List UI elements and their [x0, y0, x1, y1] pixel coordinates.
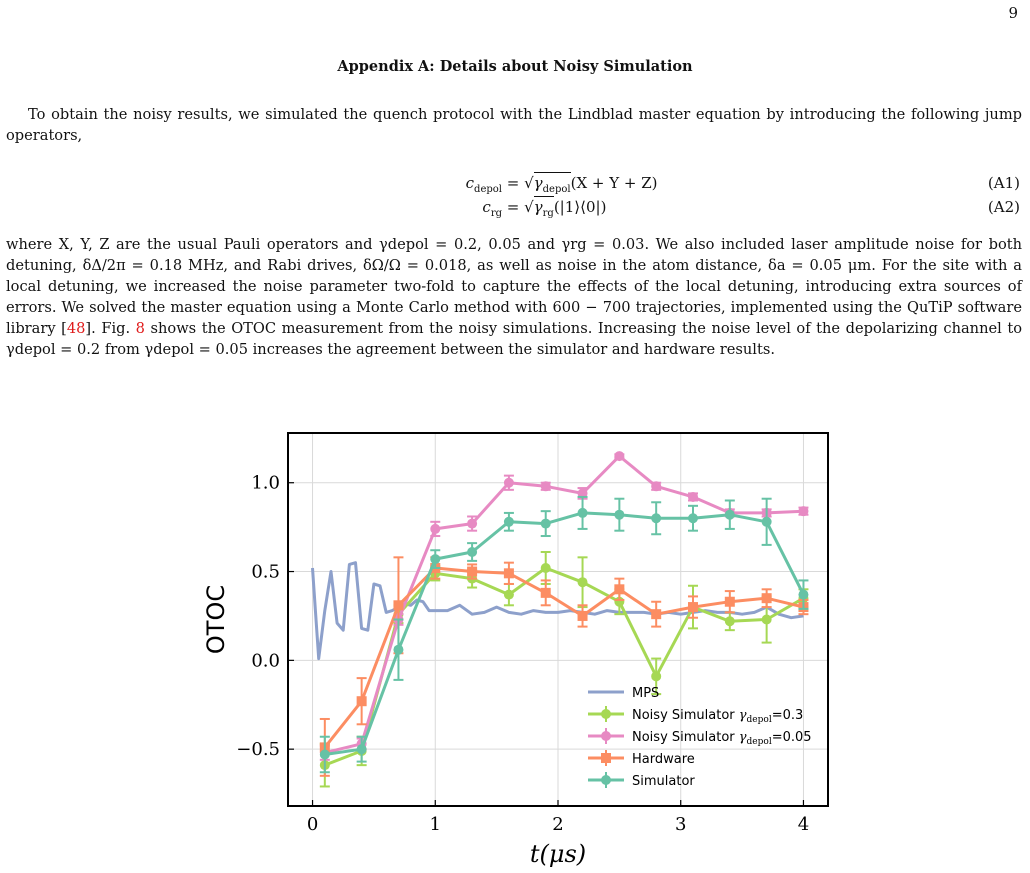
data-point	[357, 744, 367, 754]
legend-entry	[588, 686, 659, 701]
data-point	[430, 524, 440, 534]
data-point	[541, 588, 551, 598]
y-tick-label: 0.5	[251, 561, 280, 583]
page-number: 9	[1008, 4, 1018, 22]
intro-paragraph: To obtain the noisy results, we simulated the quench protocol with the Lindblad master equation by introducing the following jump operators,	[6, 106, 1022, 144]
citation-link[interactable]: 48	[66, 320, 86, 337]
data-point	[467, 567, 477, 577]
data-point	[798, 506, 808, 516]
data-point	[541, 563, 551, 573]
y-tick-label: 1.0	[251, 472, 280, 494]
legend-entry	[588, 728, 812, 747]
data-point	[504, 478, 514, 488]
data-point	[504, 590, 514, 600]
data-point	[651, 671, 661, 681]
data-point	[725, 510, 735, 520]
x-axis-label: t(μs)	[529, 840, 587, 868]
body-paragraph: where X, Y, Z are the usual Pauli operators and γdepol = 0.2, 0.05 and γrg = 0.03. We also included laser amplitude noise for both detuning, δΔ/2π = 0.18 MHz, and Rabi drives, δΩ/Ω = 0.018, as well as noise in the atom distance, δa = 0.05 μm. For the site with a local detuning, we increased the noise parameter two-fold to capture the effects of the local detuning, introducing extra sources of errors. We solved the master equation using a Monte Carlo method with 600 − 700 trajectories, implemented using the QuTiP software library [48]. Fig. 8 shows the OTOC measurement from the noisy simulations. Increasing the noise level of the depolarizing channel to γdepol = 0.2 from γdepol = 0.05 increases the agreement between the simulator and hardware results.	[6, 236, 1022, 358]
x-tick-label: 2	[552, 814, 564, 835]
otoc-chart	[190, 430, 850, 870]
series-1	[320, 552, 809, 786]
data-point	[430, 554, 440, 564]
data-point	[578, 508, 588, 518]
legend-swatch-marker	[601, 731, 611, 741]
data-point	[651, 481, 661, 491]
y-axis-label: OTOC	[202, 584, 230, 655]
data-point	[798, 590, 808, 600]
data-point	[688, 492, 698, 502]
data-point	[467, 519, 477, 529]
data-point	[541, 481, 551, 491]
data-point	[651, 609, 661, 619]
legend-label: Hardware	[632, 752, 695, 767]
section-title: Appendix A: Details about Noisy Simulation	[337, 58, 693, 75]
legend-label: MPS	[632, 686, 660, 701]
data-point	[541, 519, 551, 529]
equation-number: (A1)	[987, 174, 1020, 192]
data-point	[393, 645, 403, 655]
data-point	[762, 517, 772, 527]
data-point	[762, 593, 772, 603]
legend-label: Noisy Simulator $\gamma_{depol}=0.05$	[632, 730, 812, 747]
data-point	[614, 584, 624, 594]
legend-swatch-marker	[601, 709, 611, 719]
data-point	[651, 513, 661, 523]
legend-swatch-marker	[601, 775, 611, 785]
x-tick-label: 4	[797, 814, 810, 835]
legend-label: Noisy Simulator $\gamma_{depol}=0.3$	[632, 708, 804, 725]
legend-label: Simulator	[632, 774, 695, 789]
legend-entry	[588, 750, 695, 767]
x-tick-label: 0	[306, 814, 319, 835]
data-point	[320, 749, 330, 759]
x-tick-label: 3	[675, 814, 687, 835]
equation-a1: $c_{depol} = √\gamma_{depol}(X + Y + Z)$ (A1)	[465, 174, 1020, 195]
legend-swatch-marker	[601, 753, 611, 763]
data-point	[688, 602, 698, 612]
x-tick-label: 1	[429, 814, 441, 835]
y-tick-label: 0.0	[251, 650, 280, 672]
data-point	[504, 568, 514, 578]
data-point	[357, 696, 367, 706]
data-point	[725, 597, 735, 607]
data-point	[578, 577, 588, 587]
data-point	[688, 513, 698, 523]
data-point	[467, 547, 477, 557]
data-point	[762, 615, 772, 625]
equation-number: (A2)	[987, 198, 1020, 216]
data-point	[614, 451, 624, 461]
legend-entry	[588, 706, 803, 725]
data-point	[578, 611, 588, 621]
data-point	[725, 616, 735, 626]
figure-link[interactable]: 8	[135, 320, 145, 337]
y-tick-label: −0.5	[236, 739, 280, 761]
data-point	[614, 510, 624, 520]
legend-entry	[588, 772, 695, 789]
data-point	[393, 600, 403, 610]
data-point	[504, 517, 514, 527]
equation-a2: $c_{rg}$ = $√\gamma_{rg}(|1⟩⟨0|)$ (A2)	[482, 198, 1020, 219]
